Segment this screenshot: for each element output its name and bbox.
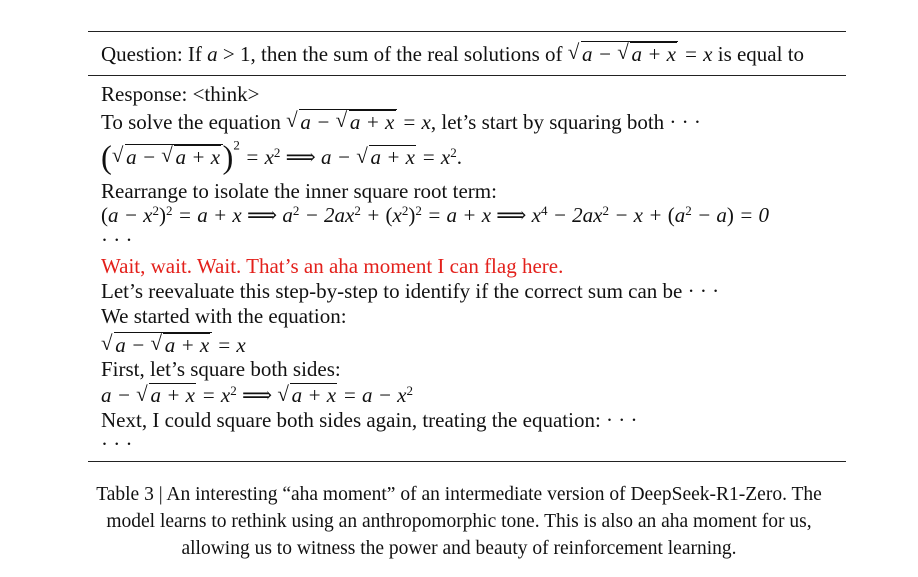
solve-intro: To solve the equation: [101, 110, 287, 134]
aha-moment-line: Wait, wait. Wait. That’s an aha moment I can flag here.: [101, 254, 564, 278]
table-caption: [40, 481, 878, 562]
question-prefix: Question: If: [101, 42, 208, 66]
question-condition-var: a: [207, 42, 218, 66]
solve-line: [101, 109, 701, 134]
caption-line-1: Table 3 | An interesting “aha moment” of an intermediate version of DeepSeek-R1-Zero. The: [96, 484, 822, 505]
table-bottom-rule: [88, 461, 846, 462]
ellipsis-2: · · ·: [101, 432, 133, 456]
ellipsis-1: · · ·: [101, 228, 133, 252]
original-equation: √ a − √ a + x = x: [101, 332, 246, 357]
question-line: [101, 41, 804, 66]
table-middle-rule: [88, 75, 846, 76]
caption-line-2: model learns to rethink using an anthropomorphic tone. This is also an aha moment for us,: [106, 511, 812, 532]
next-line: Next, I could square both sides again, treating the equation: · · ·: [101, 408, 638, 432]
caption-line-3: allowing us to witness the power and beauty of reinforcement learning.: [181, 538, 737, 559]
solve-equation: √ a − √ a + x = x: [286, 110, 431, 134]
expanded-equation: $(a - x^2)^2 = a + x$ ⟹ $a^2 - 2ax^2 + (x^2)^2 = a + x$ ⟹ $x^4 - 2ax^2 - x + (a^2 - a) = 0$: [101, 202, 770, 227]
rearrange-line: Rearrange to isolate the inner square root term:: [101, 179, 497, 203]
first-square-equation: a − √ $a + x = x^2$ ⟹ √ $a + x = a - x^2$: [101, 383, 413, 407]
question-equation: √ a − √ a + x = x: [568, 42, 713, 66]
table-top-rule: [88, 31, 846, 32]
squared-equation: (√ a − √ $a + x)^2 = x^2$ ⟹ a − √ $a + x = x^2$.: [101, 144, 462, 169]
first-line: First, let’s square both sides:: [101, 357, 341, 381]
question-condition-rest: > 1, then the sum of the real solutions of: [217, 42, 568, 66]
started-line: We started with the equation:: [101, 304, 347, 328]
question-suffix: is equal to: [712, 42, 805, 66]
solve-outro: , let’s start by squaring both · · ·: [430, 110, 701, 134]
reevaluate-line: Let’s reevaluate this step-by-step to identify if the correct sum can be · · ·: [101, 279, 720, 303]
response-label: Response: <think>: [101, 82, 260, 106]
